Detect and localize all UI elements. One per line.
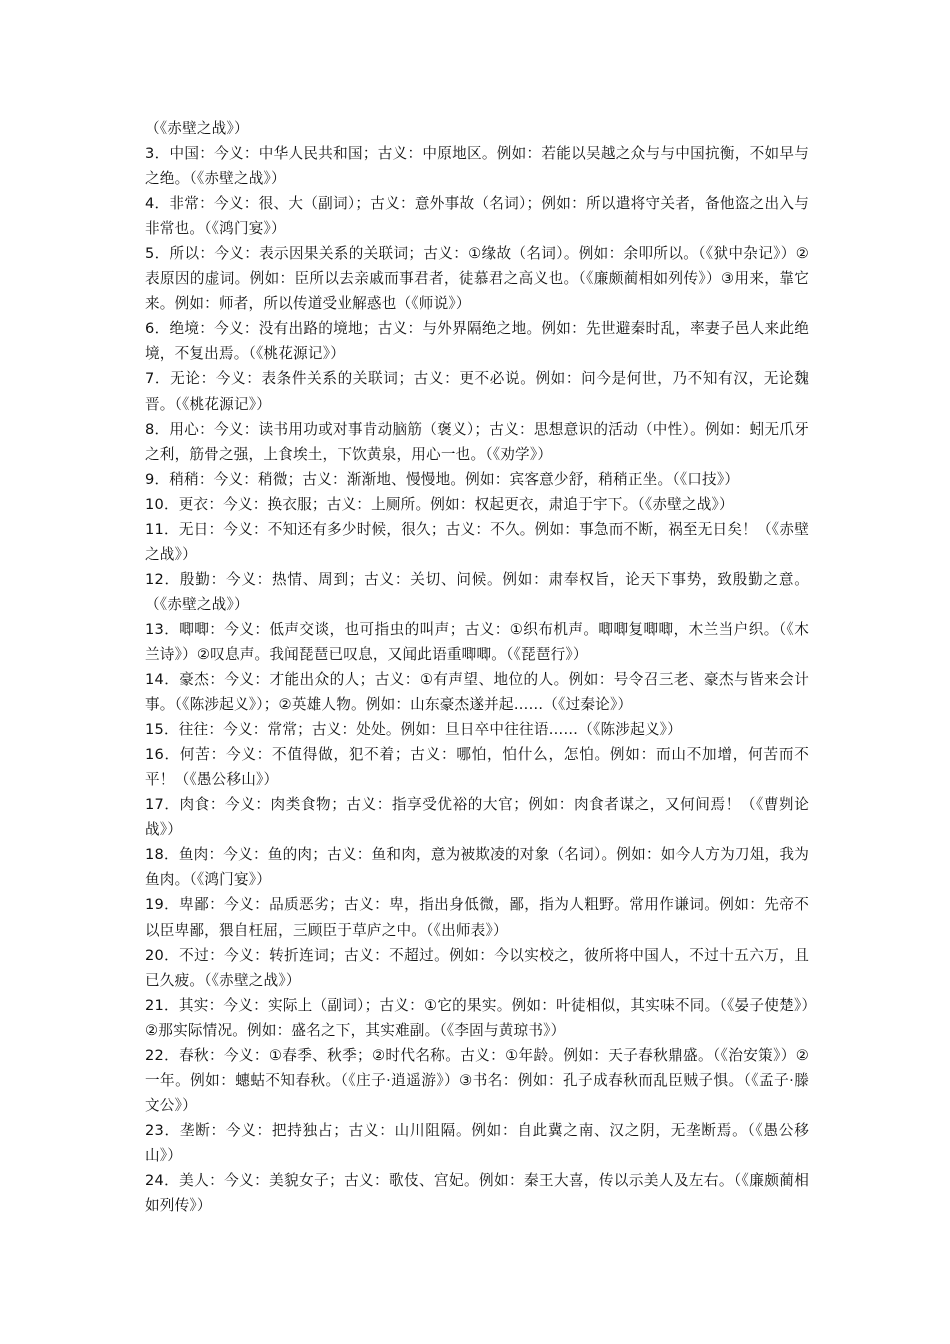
entry-11-wuri: 11．无日：今义：不知还有多少时候，很久；古义：不久。例如：事急而不断，祸至无日矣！（《赤壁之战》） (145, 520, 809, 563)
document-page (145, 116, 809, 1218)
entry-20-buguo: 20．不过：今义：转折连词；古义：不超过。例如：今以实校之，彼所将中国人，不过十五六万，且已久疲。（《赤壁之战》） (145, 946, 809, 989)
entry-10-gengyi: 10．更衣：今义：换衣服；古义：上厕所。例如：权起更衣，肃追于宇下。（《赤壁之战》） (145, 495, 734, 513)
entry-5-suoyi: 5．所以：今义：表示因果关系的关联词；古义：①缘故（名词）。例如：余叩所以。（《狱中杂记》）②表原因的虚词。例如：臣所以去亲戚而事君者，徒慕君之高义也。（《廉颇蔺相如列传》）③用来，靠它来。例如：师者，所以传道受业解惑也（《师说》） (145, 245, 809, 313)
entry-16-heku: 16．何苦：今义：不值得做，犯不着；古义：哪怕，怕什么，怎怕。例如：而山不加增，何苦而不平！（《愚公移山》） (145, 746, 809, 789)
entry-9-shaoshao: 9．稍稍：今义：稍微；古义：渐渐地、慢慢地。例如：宾客意少舒，稍稍正坐。（《口技》） (145, 470, 740, 488)
entry-12-yinqin: 12．殷勤：今义：热情、周到；古义：关切、问候。例如：肃奉权旨，论天下事势，致殷勤之意。（《赤壁之战》） (145, 570, 809, 613)
entry-6-juejing: 6．绝境：今义：没有出路的境地；古义：与外界隔绝之地。例如：先世避秦时乱，率妻子邑人来此绝境，不复出焉。（《桃花源记》） (145, 320, 809, 363)
entry-7-wulun: 7．无论：今义：表条件关系的关联词；古义：更不必说。例如：问今是何世，乃不知有汉，无论魏晋。（《桃花源记》） (145, 370, 809, 413)
entry-19-beibi: 19．卑鄙：今义：品质恶劣；古义：卑，指出身低微，鄙，指为人粗野。常用作谦词。例如：先帝不以臣卑鄙，猥自枉屈，三顾臣于草庐之中。（《出师表》） (145, 896, 809, 939)
entry-15-wangwang: 15．往往：今义：常常；古义：处处。例如：旦日卒中往往语……（《陈涉起义》） (145, 721, 682, 739)
entry-8-yongxin: 8．用心：今义：读书用功或对事肯动脑筋（褒义）；古义：思想意识的活动（中性）。例如：蚓无爪牙之利，筋骨之强，上食埃土，下饮黄泉，用心一也。（《劝学》） (145, 420, 809, 463)
entry-continuation: （《赤壁之战》） (145, 120, 249, 137)
entry-18-yurou: 18．鱼肉：今义：鱼的肉；古义：鱼和肉，意为被欺凌的对象（名词）。例如：如今人方为刀俎，我为鱼肉。（《鸿门宴》） (145, 846, 809, 889)
entry-23-longduan: 23．垄断：今义：把持独占；古义：山川阻隔。例如：自此冀之南、汉之阴，无垄断焉。（《愚公移山》） (145, 1121, 809, 1164)
entry-22-chunqiu: 22．春秋：今义：①春季、秋季；②时代名称。古义：①年龄。例如：天子春秋鼎盛。（《治安策》）②一年。例如：蟪蛄不知春秋。（《庄子·逍遥游》）③书名：例如：孔子成春秋而乱臣贼子惧。（《孟子·滕文公》） (145, 1046, 809, 1114)
entry-17-roushi: 17．肉食：今义：肉类食物；古义：指享受优裕的大官；例如：肉食者谋之，又何间焉！（《曹刿论战》） (145, 796, 809, 839)
entry-4-feichang: 4．非常：今义：很、大（副词）；古义：意外事故（名词）；例如：所以遣将守关者，备他盗之出入与非常也。（《鸿门宴》） (145, 195, 809, 238)
entry-21-qishi: 21．其实：今义：实际上（副词）；古义：①它的果实。例如：叶徒相似，其实味不同。（《晏子使楚》）②那实际情况。例如：盛名之下，其实难副。（《李固与黄琼书》） (145, 996, 809, 1039)
entry-3-zhongguo: 3．中国：今义：中华人民共和国；古义：中原地区。例如：若能以吴越之众与与中国抗衡，不如早与之绝。（《赤壁之战》） (145, 145, 809, 188)
entry-14-haojie: 14．豪杰：今义：才能出众的人；古义：①有声望、地位的人。例如：号令召三老、豪杰与皆来会计事。（《陈涉起义》）；②英雄人物。例如：山东豪杰遂并起……（《过秦论》） (145, 671, 809, 714)
entry-13-jiji: 13．唧唧：今义：低声交谈，也可指虫的叫声；古义：①织布机声。唧唧复唧唧，木兰当户织。（《木兰诗》）②叹息声。我闻琵琶已叹息，又闻此语重唧唧。（《琵琶行》） (145, 620, 809, 663)
entry-24-meiren: 24．美人：今义：美貌女子；古义：歌伎、宫妃。例如：秦王大喜，传以示美人及左右。（《廉颇蔺相如列传》） (145, 1171, 809, 1215)
